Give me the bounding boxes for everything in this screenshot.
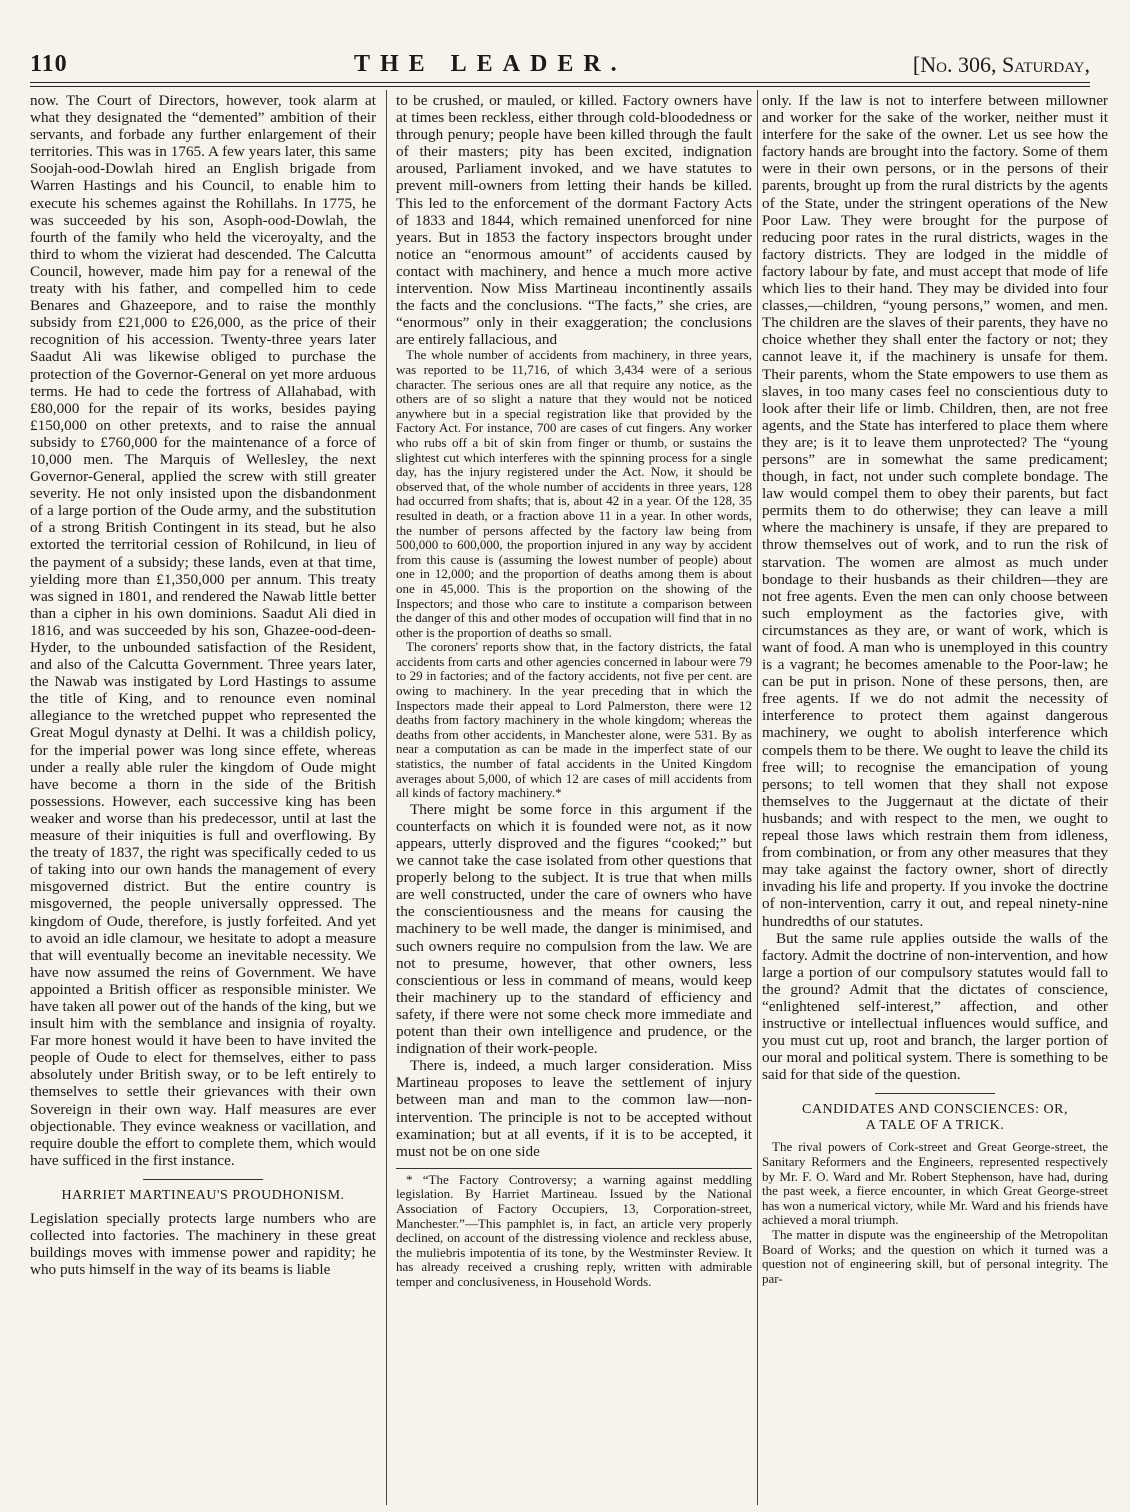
issue-line: [No. 306, Saturday, bbox=[912, 52, 1090, 77]
article-candidates-paragraph-2: The matter in dispute was the engineership of the Metropolitan Board of Works; and the question on which it turned was a question not of engineering skill, but of personal integrity. The par- bbox=[762, 1227, 1108, 1286]
column-divider-1 bbox=[386, 90, 387, 1505]
footnote-rule bbox=[396, 1168, 752, 1169]
article-martineau-paragraph-3: There is, indeed, a much larger consideration. Miss Martineau proposes to leave the settlement of injury between man and man to the common law—non-intervention. The principle is not to be accepted without examination; but at all events, if it is to be accepted, it must not be on one side bbox=[396, 1057, 752, 1160]
article-factory-text: only. If the law is not to interfere between millowner and worker for the sake of the worker, neither must it interfere for the sake of the owner. Let us see how the factory hands are brought into the factory. Some of them were in their own persons, or in the persons of their parents, brought up from the rural districts by the agents of the State, under the stringent operations of the New Poor Law. They were brought for the purpose of reducing poor rates in the rural districts, wages in the factory districts. They are lodged in the middle of factory labour by fate, and must accept that mode of life which lies to their hand. They may be divided into four classes,—children, “young persons,” women, and men. The children are the slaves of their parents, they have no choice whether they shall enter the factory or not; they cannot leave it, if the machinery is unsafe for them. Their parents, whom the State empowers to use them as slaves, in too many cases feel no conscientious duty to look after their life or limb. Children, then, are not free agents, and the State has interfered to place them where they are; is it to leave them unprotected? The “young persons” are in somewhat the same predicament; though, in fact, not under such complete bondage. The law would compel them to obey their parents, but fact permits them to do otherwise; they can leave a mill where the machinery is unsafe, if they are prepared to throw themselves out of work, and to run the risk of starvation. The women are almost as much under bondage to their husbands as their children—they are not free agents. Even the men can only choose between such employment as the factories give, with circumstances as they are, or want of work, which is want of food. A man who is unemployed in this country is a vagrant; he becomes amenable to the Poor-law; he can be put in prison. None of these persons, then, are free agents. If we do not admit the necessity of interference to protect them against dangerous machinery, we ought to abolish interference which compels them to be there. We ought to leave the child its free will; to recognise the emancipation of young persons; to tell women that they shall not expose themselves to the Juggernaut at the dictate of their husbands; and with respect to the men, we ought to repeal those laws which restrain them from idleness, from combination, or from any other measures that they may take against the factory owner, short of directly invading his life and property. If you invoke the doctrine of non-intervention, carry it out, and repeal ninety-nine hundredths of our statutes. bbox=[762, 92, 1108, 930]
heading-candidates bbox=[762, 1102, 1108, 1134]
masthead bbox=[30, 48, 1090, 78]
header-rule-thin bbox=[30, 86, 1090, 87]
article-oude-text: now. The Court of Directors, however, took alarm at what they designated the “demented” ambition of their servants, and forbade any further enlargement of their territories. This was in 1765. A few years later, this same Soojah-ood-Dowlah hired an English brigade from Warren Hastings and his Council, to enable him to execute his schemes against the Rohillahs. In 1775, he was succeeded by his son, Asoph-ood-Dowlah, the fourth of the family who held the viceroyalty, and the third to whom the vizierat had descended. The Calcutta Council, however, made him pay for a renewal of the treaty with his father, and compelled him to cede Benares and Ghazeepore, and to raise the monthly subsidy from £21,000 to £26,000, as the price of their recognition of his accession. Twenty-three years later Saadut Ali was likewise obliged to purchase the protection of the Governor-General on yet more arduous terms. He had to cede the fortress of Allahabad, with £80,000 for the repair of its works, besides paying £150,000 on other pretexts, and to raise the annual subsidy to £760,000 for the maintenance of a force of 10,000 men. The Marquis of Wellesley, the next Governor-General, applied the screw with still greater severity. He not only insisted upon the disbandonment of a large portion of the Oude army, and the substitution of a strong British Contingent in its stead, but he also extorted the territorial cession of Rohilcund, in lieu of the payment of a subsidy; these lands, even at that time, yielding more than £1,350,000 per annum. This treaty was signed in 1801, and rendered the Nawab little better than a cipher in his own dominions. Saadut Ali died in 1816, and was succeeded by his son, Ghazee-ood-deen-Hyder, to the unbounded satisfaction of the Resident, and also of the Calcutta Government. Three years later, the Nawab was instigated by Lord Hastings to assume the title of King, and to renounce even nominal allegiance to the wretched puppet who represented the Great Mogul dynasty at Delhi. It was a childish policy, for the imperial power was long since effete, whereas under a really able ruler the kingdom of Oude might have become a thorn in the side of the British possessions. However, each successive king has been weaker and worse than his predecessor, until at last the measure of their iniquities is full and overflowing. By the treaty of 1837, the right was specifically ceded to us of taking into our own hands the management of every misgoverned district. But the entire country is misgoverned, the people universally oppressed. The kingdom of Oude, therefore, is justly forfeited. And yet to avoid an idle clamour, we hesitate to adopt a measure that will eventually become an inevitable necessity. We have now assumed the reins of Government. We have appointed a British officer as responsible minister. We have taken all power out of the hands of the king, but we insult him with the semblance and insignia of royalty. Far more honest would it have been to have invited the people of Oude to elect for themselves, either to pass absolutely under British sway, or to be left entirely to themselves to settle their grievances with their own Sovereign in their own way. Half measures are ever objectionable. They evince weakness or vacillation, and require double the effort to complete them, which would have sufficed in the first instance. bbox=[30, 92, 376, 1169]
article-candidates bbox=[762, 1140, 1108, 1286]
footnote bbox=[396, 1173, 752, 1290]
quotation-paragraph-1: The whole number of accidents from machinery, in three years, was reported to be 11,716, of which 3,434 were of a serious character. The serious ones are all that require any notice, as the others are of so slight a nature that they would not be noticed anywhere but in a special registration like that provided by the Factory Act. For instance, 700 are cases of cut fingers. Any worker who rubs off a bit of skin from finger or thumb, or sustains the slightest cut which interferes with the spinning process for a single day, has the injury registered under the Act. Now, it should be observed that, of the whole number of accidents in three years, 128 had occurred from shafts; that is, about 42 in a year. Of the 128, 35 resulted in death, or a fraction above 11 in a year. In other words, the number of persons affected by the factory law being from 500,000 to 600,000, the proportion injured in any way by accident from this cause is (assuming the lowest number of people) about one in 12,000; and the proportion of deaths among them is about one in 45,000. This is the proportion on the showing of the Inspectors; and those who care to institute a comparison between the danger of this and other modes of occupation will find that in no other is the proportion of deaths so small. bbox=[396, 347, 752, 640]
quotation-paragraph-2: The coroners' reports show that, in the factory districts, the fatal accidents from carts and other agencies concerned in labour were 79 to 29 in factories; and of the factory accidents, not five per cent. are owing to machinery. In the year preceding that in which the Inspectors made their appeal to Lord Palmerston, there were 12 deaths from factory machinery in the whole kingdom; whereas the deaths from other accidents, in Manchester alone, were 531. By as near a computation as can be made in the imperfect state of our statistics, the number of fatal accidents in the United Kingdom averages about 5,000, of which 12 are cases of mill accidents from all kinds of factory machinery.* bbox=[396, 639, 752, 801]
column-3 bbox=[762, 92, 1108, 1502]
column-divider-2 bbox=[757, 90, 758, 1505]
heading-martineau: HARRIET MARTINEAU'S PROUDHONISM. bbox=[61, 1187, 345, 1203]
article-factory-paragraph-2: But the same rule applies outside the walls of the factory. Admit the doctrine of non-intervention, and how large a portion of our compulsory statutes would fall to the ground? Admit that the dictates of conscience, “enlightened self-interest,” affection, and other instructive or intellectual influences would suffice, and you must cut up, root and branch, the larger portion of our moral and political system. There is something to be said for that side of the question. bbox=[762, 929, 1108, 1084]
column-2 bbox=[396, 92, 752, 1502]
column-1 bbox=[30, 92, 376, 1502]
section-rule-2 bbox=[875, 1093, 995, 1094]
heading-candidates-line-1: CANDIDATES AND CONSCIENCES: OR, bbox=[802, 1102, 1068, 1118]
article-candidates-paragraph-1: The rival powers of Cork-street and Great George-street, the Sanitary Reformers and the Engineers, represented respectively by Mr. F. O. Ward and Mr. Robert Stephenson, have had, during the past week, a fierce encounter, in which Great George-street has won a numerical victory, while Mr. Ward and his friends have achieved a moral triumph. bbox=[762, 1139, 1108, 1228]
article-martineau-text: to be crushed, or mauled, or killed. Factory owners have at times been reckless, either through cold-bloodedness or through penury; people have been killed through the fault of their masters; pity has been excited, indignation aroused, Parliament invoked, and we have statutes to prevent mill-owners from letting their hands be killed. This led to the enforcement of the dormant Factory Acts of 1833 and 1844, which remained unenforced for nine years. But in 1853 the factory inspectors brought under notice an “enormous amount” of accidents caused by contact with machinery, and hence a much more active intervention. Now Miss Martineau incontinently assails the facts and the conclusions. “The facts,” she cries, are “enormous” only in their exaggeration; the conclusions are entirely fallacious, and bbox=[396, 92, 752, 349]
heading-candidates-line-2: A TALE OF A TRICK. bbox=[865, 1118, 1005, 1134]
section-rule bbox=[143, 1179, 263, 1180]
quotation-block bbox=[396, 348, 752, 800]
newspaper-title: THE LEADER. bbox=[353, 51, 627, 77]
article-martineau-paragraph-2: There might be some force in this argument if the counterfacts on which it is founded were not, as it now appears, utterly disproved and the figures “cooked;” but we cannot take the case isolated from other questions that properly belong to the subject. It is true that when mills are well constructed, under the care of owners who have the conscientiousness and the means for causing the machinery to be well made, the danger is minimised, and such owners require no compulsion from the law. We are not to presume, however, that other owners, less conscientious or less in command of means, would keep their machinery up to the standard of efficiency and safety, if there were not some check more immediate and potent than their own intelligence and prudence, or the indignation of their work-people. bbox=[396, 800, 752, 1058]
article-martineau-opening: Legislation specially protects large numbers who are collected into factories. The machinery in these great buildings moves with immense power and rapidity; he who puts himself in the way of its beams is liable bbox=[30, 1209, 376, 1279]
page-number: 110 bbox=[30, 51, 68, 77]
header-rule bbox=[30, 82, 1090, 83]
footnote-text: * “The Factory Controversy; a warning against meddling legislation. By Harriet Martineau. Issued by the National Association of Factory Occupiers, 13, Corporation-street, Manchester.”—This pamphlet is, in fact, an article very properly declined, on account of the distressing violence and reckless abuse, the muliebris impotentia of its tone, by the Westminster Review. It has already received a crushing reply, written with admirable temper and conclusiveness, in Household Words. bbox=[396, 1171, 752, 1289]
